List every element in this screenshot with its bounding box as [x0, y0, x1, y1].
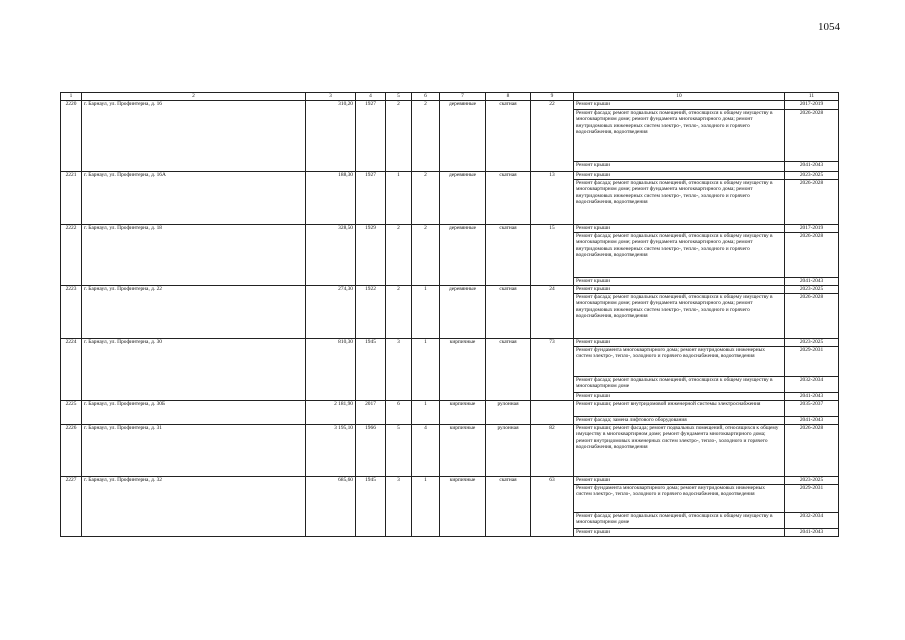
work-period: 2026-2028 [785, 294, 839, 339]
work-description: Ремонт фундамента многоквартирного дома; ремонт внутридомовых инженерных систем электро-, тепло-, холодного и горячего водоснабжения, водоотведения [574, 485, 785, 513]
work-period: 2023-2025 [785, 477, 839, 485]
building-roof-type: скатная [486, 477, 531, 537]
building-number: 2226 [61, 425, 82, 477]
building-apartments: 63 [531, 477, 574, 537]
building-apartments: 73 [531, 339, 574, 401]
building-floors: 6 [386, 401, 412, 425]
building-apartments: 13 [531, 172, 574, 225]
work-description: Ремонт фасада; ремонт подвальных помещений, относящихся к общему имуществу в многоквартирном доме; ремонт фундамента многоквартирного дома; ремонт внутридомовых инженерных систем электро-, тепло-, холодного и горячего водоснабжения, водоотведения [574, 233, 785, 278]
table-row [61, 401, 839, 417]
building-floors: 2 [386, 225, 412, 286]
building-area: 810,30 [306, 339, 356, 401]
header-cell: 7 [440, 93, 486, 101]
work-description: Ремонт крыши; ремонт фасада; ремонт подвальных помещений, относящихся к общему имуществу в многоквартирном доме; ремонт фундамента многоквартирного дома; ремонт внутридомовых инженерных систем электро-, тепло-, холодного и горячего водоснабжения, водоотведения [574, 425, 785, 477]
building-roof-type: скатная [486, 172, 531, 225]
work-description: Ремонт крыши [574, 172, 785, 180]
table-row [61, 477, 839, 485]
building-area: 188,30 [306, 172, 356, 225]
work-period: 2041-2043 [785, 162, 839, 172]
building-roof-type: рулонная [486, 425, 531, 477]
building-wall-material: кирпичные [440, 339, 486, 401]
building-number: 2224 [61, 339, 82, 401]
building-apartments [531, 401, 574, 425]
work-description: Ремонт фасада; ремонт подвальных помещений, относящихся к общему имуществу в многоквартирном доме; ремонт фундамента многоквартирного дома; ремонт внутридомовых инженерных систем электро-, тепло-, холодного и горячего водоснабжения, водоотведения [574, 180, 785, 225]
building-wall-material: кирпичные [440, 401, 486, 425]
building-entrances: 1 [412, 477, 440, 537]
work-period: 2026-2028 [785, 180, 839, 225]
header-cell: 4 [356, 93, 386, 101]
building-apartments: 82 [531, 425, 574, 477]
work-description: Ремонт крыши [574, 529, 785, 537]
header-cell: 3 [306, 93, 356, 101]
work-description: Ремонт крыши [574, 225, 785, 233]
work-period: 2035-2037 [785, 401, 839, 417]
work-period: 2023-2025 [785, 339, 839, 347]
building-year: 1945 [356, 339, 386, 401]
building-entrances: 2 [412, 172, 440, 225]
building-roof-type: скатная [486, 286, 531, 339]
header-cell: 2 [82, 93, 306, 101]
building-year: 1927 [356, 101, 386, 172]
table-row [61, 425, 839, 477]
building-year: 2017 [356, 401, 386, 425]
work-period: 2023-2025 [785, 172, 839, 180]
building-apartments: 15 [531, 225, 574, 286]
work-description: Ремонт фундамента многоквартирного дома; ремонт внутридомовых инженерных систем электро-, тепло-, холодного и горячего водоснабжения, водоотведения [574, 347, 785, 377]
work-period: 2026-2028 [785, 110, 839, 162]
work-description: Ремонт фасада; ремонт подвальных помещений, относящихся к общему имуществу в многоквартирном доме [574, 513, 785, 529]
building-roof-type: скатная [486, 339, 531, 401]
building-address: г. Барнаул, ул. Профинтерна, д. 30Б [82, 401, 306, 425]
building-number: 2223 [61, 286, 82, 339]
work-period: 2032-2034 [785, 377, 839, 393]
work-description: Ремонт крыши [574, 286, 785, 294]
building-wall-material: деревянные [440, 286, 486, 339]
building-apartments: 22 [531, 101, 574, 172]
building-number: 2225 [61, 401, 82, 425]
table-row [61, 286, 839, 294]
work-description: Ремонт крыши [574, 101, 785, 110]
building-roof-type: скатная [486, 101, 531, 172]
building-area: 328,50 [306, 225, 356, 286]
table-body [61, 101, 839, 537]
header-cell: 9 [531, 93, 574, 101]
work-description: Ремонт крыши [574, 477, 785, 485]
building-roof-type: скатная [486, 225, 531, 286]
building-area: 685,60 [306, 477, 356, 537]
table-row [61, 339, 839, 347]
work-period: 2041-2043 [785, 393, 839, 401]
building-floors: 1 [386, 172, 412, 225]
work-period: 2029-2031 [785, 485, 839, 513]
building-year: 1927 [356, 172, 386, 225]
building-number: 2221 [61, 172, 82, 225]
work-period: 2017-2019 [785, 101, 839, 110]
work-description: Ремонт крыши [574, 393, 785, 401]
building-area: 2 181,90 [306, 401, 356, 425]
work-description: Ремонт фасада; ремонт подвальных помещений, относящихся к общему имуществу в многоквартирном доме; ремонт фундамента многоквартирного дома; ремонт внутридомовых инженерных систем электро-, тепло-, холодного и горячего водоснабжения, водоотведения [574, 294, 785, 339]
table-row [61, 101, 839, 110]
header-cell: 5 [386, 93, 412, 101]
building-address: г. Барнаул, ул. Профинтерна, д. 32 [82, 477, 306, 537]
building-floors: 2 [386, 286, 412, 339]
header-cell: 10 [574, 93, 785, 101]
work-description: Ремонт крыши [574, 162, 785, 172]
work-period: 2023-2025 [785, 286, 839, 294]
building-area: 310,20 [306, 101, 356, 172]
building-number: 2227 [61, 477, 82, 537]
header-cell: 1 [61, 93, 82, 101]
building-number: 2222 [61, 225, 82, 286]
header-cell: 11 [785, 93, 839, 101]
work-description: Ремонт крыши [574, 278, 785, 286]
work-period: 2026-2028 [785, 425, 839, 477]
work-description: Ремонт фасада; ремонт подвальных помещений, относящихся к общему имуществу в многоквартирном доме; ремонт фундамента многоквартирного дома; ремонт внутридомовых инженерных систем электро-, тепло-, холодного и горячего водоснабжения, водоотведения [574, 110, 785, 162]
work-period: 2041-2043 [785, 417, 839, 425]
header-cell: 6 [412, 93, 440, 101]
building-address: г. Барнаул, ул. Профинтерна, д. 30 [82, 339, 306, 401]
building-roof-type: рулонная [486, 401, 531, 425]
building-floors: 3 [386, 477, 412, 537]
work-description: Ремонт фасада; замена лифтового оборудования [574, 417, 785, 425]
building-area: 3 195,10 [306, 425, 356, 477]
building-address: г. Барнаул, ул. Профинтерна, д. 18 [82, 225, 306, 286]
work-description: Ремонт крыши; ремонт внутридомовой инженерной системы электроснабжения [574, 401, 785, 417]
building-entrances: 1 [412, 339, 440, 401]
building-year: 1945 [356, 477, 386, 537]
building-apartments: 24 [531, 286, 574, 339]
building-floors: 2 [386, 101, 412, 172]
building-year: 1922 [356, 286, 386, 339]
work-period: 2041-2043 [785, 529, 839, 537]
building-wall-material: кирпичные [440, 425, 486, 477]
work-period: 2032-2034 [785, 513, 839, 529]
work-period: 2026-2028 [785, 233, 839, 278]
table-row [61, 225, 839, 233]
building-wall-material: деревянные [440, 172, 486, 225]
building-year: 1929 [356, 225, 386, 286]
page-number: 1054 [818, 21, 840, 33]
building-address: г. Барнаул, ул. Профинтерна, д. 22 [82, 286, 306, 339]
building-entrances: 2 [412, 225, 440, 286]
building-number: 2220 [61, 101, 82, 172]
header-cell: 8 [486, 93, 531, 101]
work-period: 2017-2019 [785, 225, 839, 233]
work-description: Ремонт крыши [574, 339, 785, 347]
table-row [61, 172, 839, 180]
building-entrances: 2 [412, 101, 440, 172]
building-address: г. Барнаул, ул. Профинтерна, д. 16А [82, 172, 306, 225]
header-row [61, 93, 839, 101]
building-address: г. Барнаул, ул. Профинтерна, д. 31 [82, 425, 306, 477]
work-description: Ремонт фасада; ремонт подвальных помещений, относящихся к общему имуществу в многоквартирном доме [574, 377, 785, 393]
work-period: 2029-2031 [785, 347, 839, 377]
building-year: 1966 [356, 425, 386, 477]
building-floors: 5 [386, 425, 412, 477]
building-area: 274,30 [306, 286, 356, 339]
repair-schedule-table [60, 92, 839, 537]
building-entrances: 4 [412, 425, 440, 477]
building-floors: 3 [386, 339, 412, 401]
building-entrances: 1 [412, 286, 440, 339]
building-wall-material: деревянные [440, 225, 486, 286]
work-period: 2041-2043 [785, 278, 839, 286]
building-wall-material: деревянные [440, 101, 486, 172]
building-entrances: 1 [412, 401, 440, 425]
building-wall-material: кирпичные [440, 477, 486, 537]
building-address: г. Барнаул, ул. Профинтерна, д. 16 [82, 101, 306, 172]
